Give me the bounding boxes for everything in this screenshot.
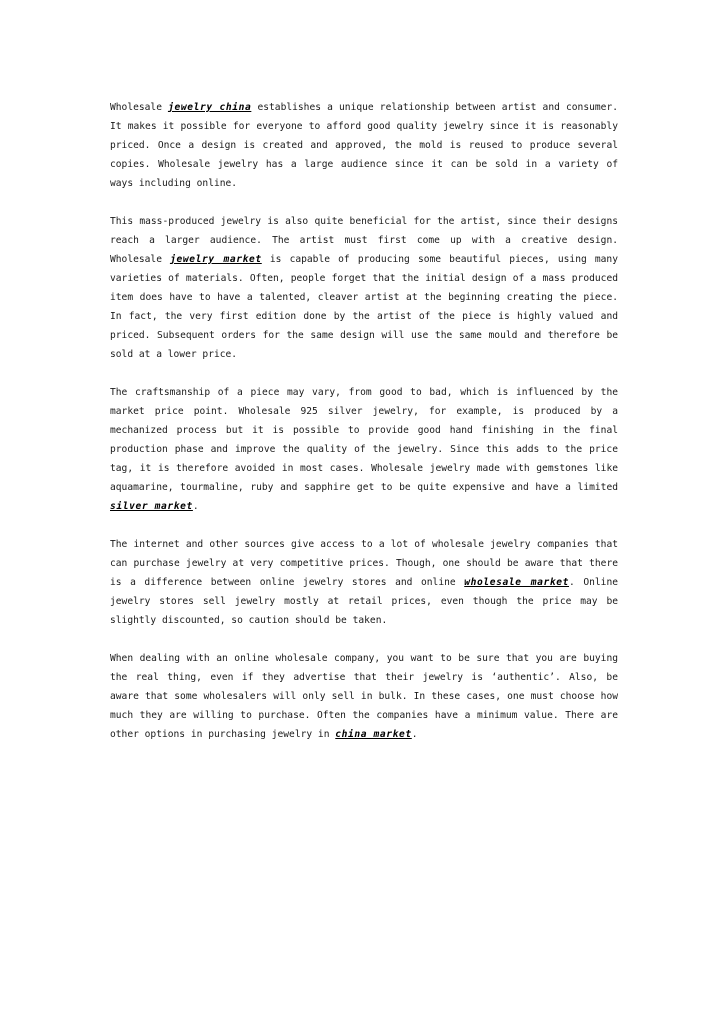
paragraph-text: . Online jewelry stores sell jewelry mostly at retail prices, even though the price may be slightly discounted, so caution should be taken. — [110, 577, 618, 626]
paragraph-text: . — [192, 501, 199, 512]
link-jewelry-market[interactable]: jewelry market — [170, 254, 262, 265]
link-silver-market[interactable]: silver market — [110, 501, 193, 512]
paragraph-text: Wholesale — [110, 102, 169, 113]
link-wholesale-market[interactable]: wholesale market — [464, 577, 570, 588]
paragraph-2 — [110, 212, 618, 364]
paragraph-text: The internet and other sources give access to a lot of wholesale jewelry companies that can purchase jewelry at very competitive prices. Though, one should be aware that there is a difference between online jewelry stores and online — [110, 539, 618, 588]
paragraph-text: The craftsmanship of a piece may vary, from good to bad, which is influenced by the market price point. Wholesale 925 silver jewelry, for example, is produced by a mechanized process but it is possible to provide good hand finishing in the final production phase and improve the quality of the jewelry. Since this adds to the price tag, it is therefore avoided in most cases. Wholesale jewelry made with gemstones like aquamarine, tourmaline, ruby and sapphire get to be quite expensive and have a limited — [110, 387, 618, 493]
paragraph-5 — [110, 649, 618, 744]
link-jewelry-china[interactable]: jewelry china — [168, 102, 252, 113]
paragraph-1 — [110, 98, 618, 193]
paragraph-text: When dealing with an online wholesale company, you want to be sure that you are buying the real thing, even if they advertise that their jewelry is ‘authentic’. Also, be aware that some wholesalers will only sell in bulk. In these cases, one must choose how much they are willing to purchase. Often the companies have a minimum value. There are other options in purchasing jewelry in — [110, 653, 618, 740]
paragraph-3 — [110, 383, 618, 516]
paragraph-text: establishes a unique relationship between artist and consumer. It makes it possible for everyone to afford good quality jewelry since it is reasonably priced. Once a design is created and approved, the mold is reused to produce several copies. Wholesale jewelry has a large audience since it can be sold in a variety of ways including online. — [110, 102, 618, 189]
paragraph-4 — [110, 535, 618, 630]
document-body — [110, 98, 618, 763]
link-china-market[interactable]: china market — [335, 729, 412, 740]
paragraph-text: This mass-produced jewelry is also quite beneficial for the artist, since their designs reach a larger audience. The artist must first come up with a creative design. Wholesale — [110, 216, 618, 265]
paragraph-text: is capable of producing some beautiful pieces, using many varieties of materials. Often, people forget that the initial design of a mass produced item does have to have a talented, cleaver artist at the beginning creating the piece. In fact, the very first edition done by the artist of the piece is highly valued and priced. Subsequent orders for the same design will use the same mould and therefore be sold at a lower price. — [110, 254, 618, 360]
paragraph-text: . — [411, 729, 418, 740]
